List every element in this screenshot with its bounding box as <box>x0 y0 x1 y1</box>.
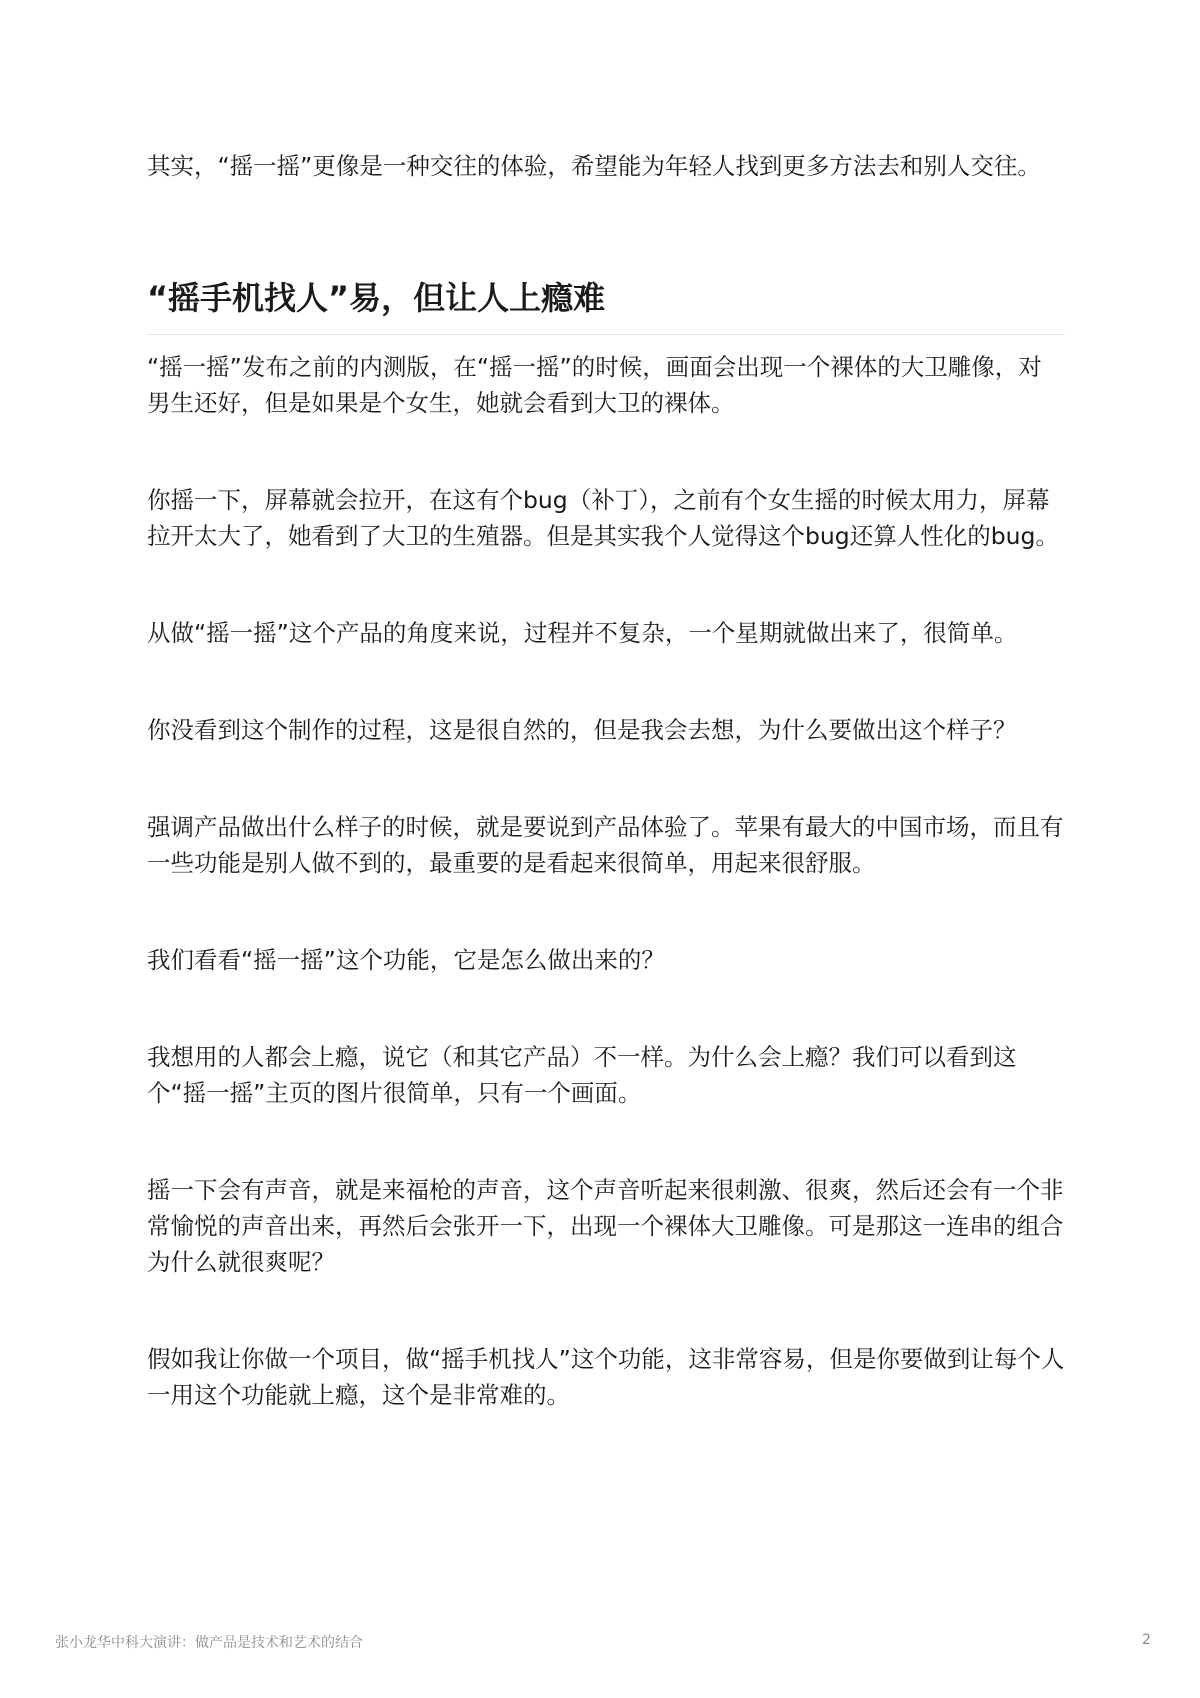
document-body <box>147 148 1065 1474</box>
footer-title: 张小龙华中科大演讲：做产品是技术和艺术的结合 <box>55 1635 363 1651</box>
intro-paragraph: 其实，“摇一摇”更像是一种交往的体验，希望能为年轻人找到更多方法去和别人交往。 <box>147 152 1041 180</box>
paragraph: 强调产品做出什么样子的时候，就是要说到产品体验了。苹果有最大的中国市场，而且有一些功能是别人做不到的，最重要的是看起来很简单，用起来很舒服。 <box>147 813 1064 877</box>
paragraph: 我想用的人都会上瘾，说它（和其它产品）不一样。为什么会上瘾？我们可以看到这个“摇一摇”主页的图片很简单，只有一个画面。 <box>147 1043 1017 1107</box>
page-number: 2 <box>1142 1632 1151 1648</box>
section-heading: “摇手机找人”易，但让人上瘾难 <box>147 276 1065 335</box>
paragraph: 摇一下会有声音，就是来福枪的声音，这个声音听起来很刺激、很爽，然后还会有一个非常愉悦的声音出来，再然后会张开一下，出现一个裸体大卫雕像。可是那这一连串的组合为什么就很爽呢？ <box>147 1176 1064 1276</box>
paragraph: 你没看到这个制作的过程，这是很自然的，但是我会去想，为什么要做出这个样子？ <box>147 716 1017 744</box>
paragraph: 从做“摇一摇”这个产品的角度来说，过程并不复杂，一个星期就做出来了，很简单。 <box>147 619 1018 647</box>
paragraph: “摇一摇”发布之前的内测版，在“摇一摇”的时候，画面会出现一个裸体的大卫雕像，对男生还好，但是如果是个女生，她就会看到大卫的裸体。 <box>147 353 1042 417</box>
paragraph: 你摇一下，屏幕就会拉开，在这有个bug（补丁），之前有个女生摇的时候太用力，屏幕拉开太大了，她看到了大卫的生殖器。但是其实我个人觉得这个bug还算人性化的bug。 <box>147 486 1059 550</box>
paragraph: 假如我让你做一个项目，做“摇手机找人”这个功能，这非常容易，但是你要做到让每个人一用这个功能就上瘾，这个是非常难的。 <box>147 1345 1065 1409</box>
paragraph: 我们看看“摇一摇”这个功能，它是怎么做出来的？ <box>147 946 665 974</box>
